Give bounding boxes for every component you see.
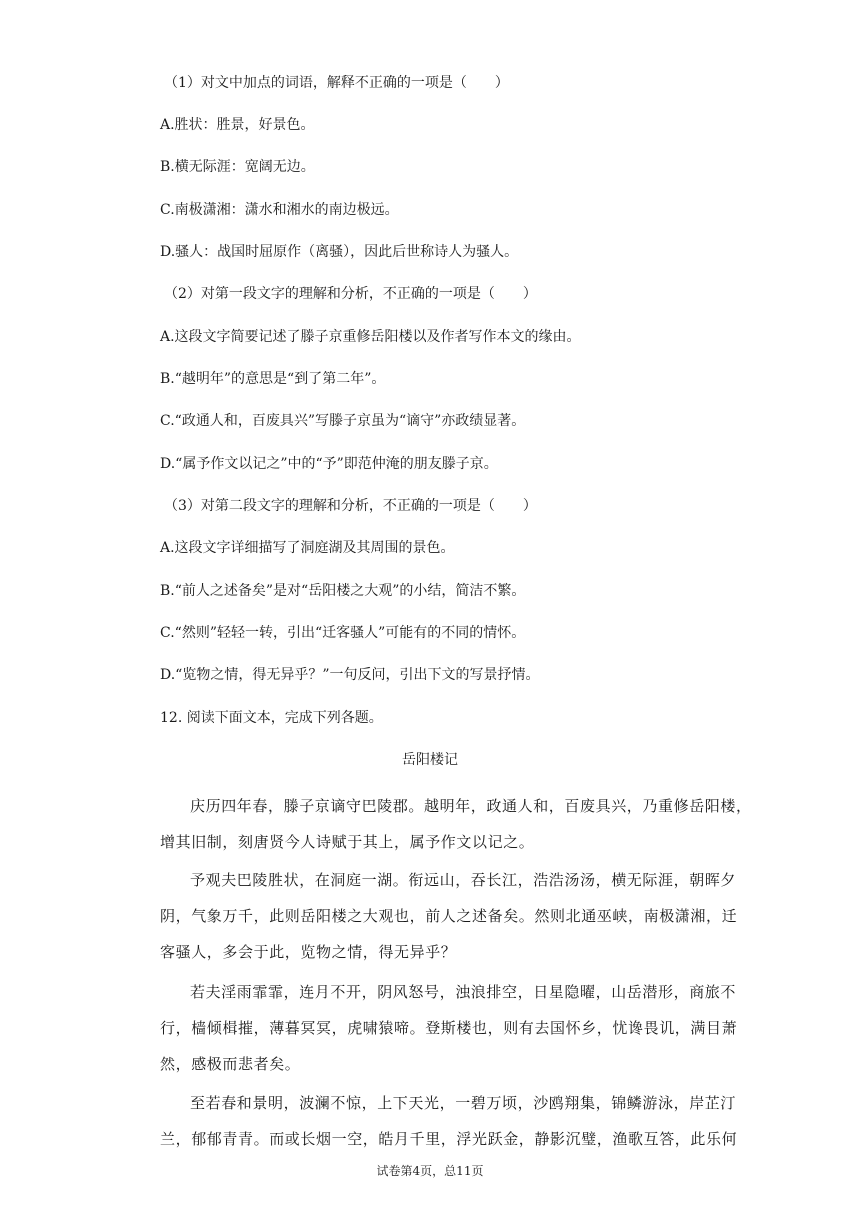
passage-paragraph-4 [160, 1085, 738, 1157]
passage-paragraph-2 [160, 862, 738, 970]
question-2-option-c: C.“政通人和，百废具兴”写滕子京虽为“谪守”亦政绩显著。 [160, 413, 526, 429]
section-12-heading: 12. 阅读下面文本，完成下列各题。 [160, 710, 383, 726]
question-2-option-d: D.“属予作文以记之”中的“予”即范仲淹的朋友滕子京。 [160, 456, 498, 472]
passage-paragraph-3 [160, 974, 738, 1082]
question-1-stem: （1）对文中加点的词语，解释不正确的一项是（ ） [164, 75, 509, 91]
question-1-option-a: A.胜状：胜景，好景色。 [160, 117, 315, 133]
question-3-option-b: B.“前人之述备矣”是对“岳阳楼之大观”的小结，简洁不繁。 [160, 583, 526, 599]
question-1-option-d: D.骚人：战国时屈原作（离骚），因此后世称诗人为骚人。 [160, 244, 519, 260]
question-3-option-c: C.“然则”轻轻一转，引出“迁客骚人”可能有的不同的情怀。 [160, 625, 526, 641]
paragraph-line: 若夫淫雨霏霏，连月不开，阴风怒号，浊浪排空，日星隐曜，山岳潜形，商旅不 [190, 983, 737, 1001]
question-1-option-c: C.南极潇湘：潇水和湘水的南边极远。 [160, 202, 399, 218]
paragraph-line: 行，樯倾楫摧，薄暮冥冥，虎啸猿啼。登斯楼也，则有去国怀乡，忧谗畏讥，满目萧 [160, 1019, 738, 1037]
question-3-option-d: D.“览物之情，得无异乎？”一句反问，引出下文的写景抒情。 [160, 667, 540, 683]
question-2-option-a: A.这段文字简要记述了滕子京重修岳阳楼以及作者写作本文的缘由。 [160, 329, 581, 345]
paragraph-line: 兰，郁郁青青。而或长烟一空，皓月千里，浮光跃金，静影沉璧，渔歌互答，此乐何 [160, 1130, 738, 1148]
question-2-option-b: B.“越明年”的意思是“到了第二年”。 [160, 371, 386, 387]
paragraph-line: 然，感极而悲者矣。 [160, 1055, 301, 1073]
question-3-option-a: A.这段文字详细描写了洞庭湖及其周围的景色。 [160, 540, 455, 556]
paragraph-line: 增其旧制，刻唐贤今人诗赋于其上，属予作文以记之。 [160, 833, 535, 851]
page-footer: 试卷第4页，总11页 [376, 1164, 484, 1178]
question-1-option-b: B.横无际涯：宽阔无边。 [160, 159, 315, 175]
question-3-stem: （3）对第二段文字的理解和分析，不正确的一项是（ ） [164, 498, 537, 514]
question-2-stem: （2）对第一段文字的理解和分析，不正确的一项是（ ） [164, 286, 537, 302]
paragraph-line: 予观夫巴陵胜状，在洞庭一湖。衔远山，吞长江，浩浩汤汤，横无际涯，朝晖夕 [190, 871, 737, 889]
passage-title: 岳阳楼记 [402, 752, 458, 768]
paragraph-line: 至若春和景明，波澜不惊，上下天光，一碧万顷，沙鸥翔集，锦鳞游泳，岸芷汀 [190, 1094, 737, 1112]
paragraph-line: 客骚人，多会于此，览物之情，得无异乎？ [160, 943, 457, 961]
passage-paragraph-1 [160, 788, 752, 860]
paragraph-line: 阴，气象万千，此则岳阳楼之大观也，前人之述备矣。然则北通巫峡，南极潇湘，迁 [160, 907, 738, 925]
paragraph-line: 庆历四年春，滕子京谪守巴陵郡。越明年，政通人和，百废具兴，乃重修岳阳楼， [190, 797, 752, 815]
